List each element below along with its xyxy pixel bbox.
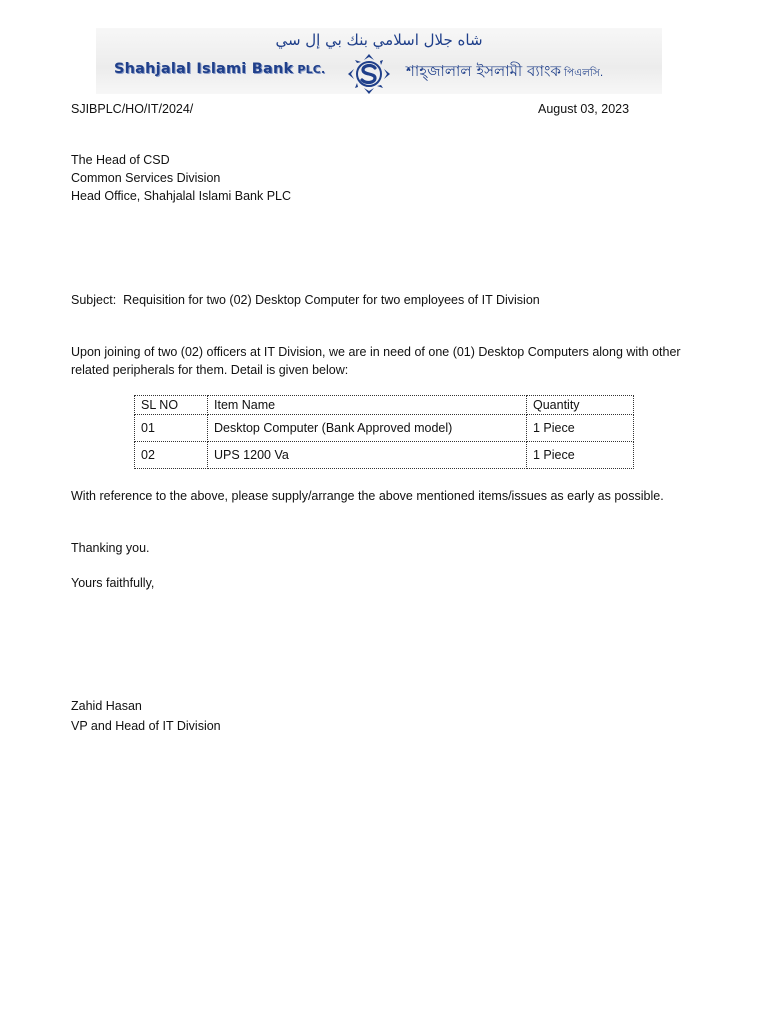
- letterhead: [96, 28, 662, 94]
- bank-logo-icon: [346, 52, 392, 96]
- reference-number: SJIBPLC/HO/IT/2024/: [71, 102, 194, 116]
- subject-line: Subject: Requisition for two (02) Desktop Computer for two employees of IT Division: [71, 293, 540, 307]
- cell-item-name: UPS 1200 Va: [208, 442, 527, 469]
- header-sl-no: SL NO: [135, 396, 208, 415]
- header-quantity: Quantity: [527, 396, 634, 415]
- recipient-line-1: The Head of CSD: [71, 153, 170, 167]
- cell-quantity: 1 Piece: [527, 415, 634, 442]
- signatory-title: VP and Head of IT Division: [71, 719, 221, 733]
- recipient-line-2: Common Services Division: [71, 171, 221, 185]
- table-row: [135, 442, 634, 469]
- body-paragraph: Upon joining of two (02) officers at IT Division, we are in need of one (01) Desktop Computers along with other related peripherals for them. Detail is given below:: [71, 345, 681, 377]
- letter-date: August 03, 2023: [538, 102, 630, 116]
- cell-item-name: Desktop Computer (Bank Approved model): [208, 415, 527, 442]
- sign-off: Yours faithfully,: [71, 576, 155, 590]
- cell-quantity: 1 Piece: [527, 442, 634, 469]
- cell-sl-no: 02: [135, 442, 208, 469]
- header-item-name: Item Name: [208, 396, 527, 415]
- bank-name-bengali-suffix: পিএলসি.: [563, 67, 604, 79]
- bank-name-bengali-text: শাহ্‌জালাল ইসলামী ব্যাংক: [406, 62, 561, 80]
- thanks-line: Thanking you.: [71, 541, 150, 555]
- bank-name-arabic: شاه جلال اسلامي بنك بي إل سي: [275, 31, 483, 49]
- table-row: [135, 415, 634, 442]
- bank-name-bengali: [406, 61, 603, 83]
- bank-name-english-text: Shahjalal Islami Bank: [114, 61, 294, 77]
- recipient-line-3: Head Office, Shahjalal Islami Bank PLC: [71, 189, 292, 203]
- bank-name-english-suffix: PLC.: [297, 63, 326, 76]
- closing-request: With reference to the above, please supply/arrange the above mentioned items/issues as early as possible.: [71, 489, 664, 503]
- bank-name-english: [114, 61, 325, 77]
- table-header-row: [135, 396, 634, 415]
- cell-sl-no: 01: [135, 415, 208, 442]
- items-table: [134, 395, 634, 469]
- signatory-name: Zahid Hasan: [71, 699, 142, 713]
